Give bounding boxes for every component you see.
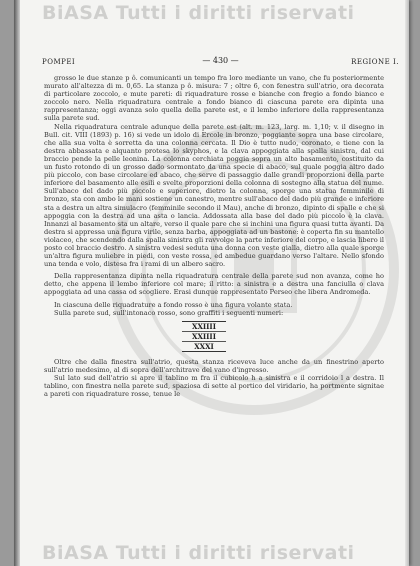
watermark-bottom: BiASA Tutti i diritti riservati [42,542,355,564]
paragraph: Nella riquadratura centrale adunque della parete est (alt. m. 123, larg. m. 1,10; v. il disegno in Bull. cit. VIII (1893) p. 16) si vede un idolo di Ercole in bronzo, poggiante sopra una base circolare, che alla sua volta è sorretta da una colonna cercata. Il Dio è tutto nudo, coronato, e tiene con la destra abbassata e alquanto protesa lo skyphos, e la clava appoggiata alla spalla sinistra, dal cui braccio pende la pelle leonina. La colonna cerchiata poggia sopra un alto basamento, costituito da un fusto rotondo di un grosso dado sormontato da una specie di abaco, sul quale poggia altro dado più piccolo, con base circolare ed abaco, che serve di passaggio dalle grandi proporzioni della parte inferiore del basamento alle esili e svelte proporzioni della colonna di sostegno alla statua del nume. Sull'abaco del dado più piccolo e superiore, dietro la colonna, sporge una statua femminile di bronzo, sta con ambo le mani sostiene un canestro, mentre sull'abaco del dado più grande e inferiore sta a destra un altra simulacro (femminile secondo il Mau), anche di bronzo, dipinto di spalle e che si appoggia con la destra ad una asta o lancia. Addossata alla base del dado più piccolo è la clava. Innanzi al basamento sta un altare, verso il quale pare che si inchini una figura quasi tutta avanti. Da destra si appressa una figura virile, senza barba, appoggiata ad un bastone: è coperta fin su mantello violaceo, che scendendo dalla spalla sinistra gli ravvolge la parte inferiore del corpo, e lascia libero il posto col braccio destro. A sinistra vedesi seduta una donna con veste gialla, dietro alla quale sporge un'altra figura muliebre in piedi, con veste rossa, ed ambedue guardano verso l'altare. Nello sfondo una tenda e volo, distesa fra i rami di un albero sacro. [44,122,384,269]
watermark-top: BiASA Tutti i diritti riservati [42,2,355,24]
binding-gutter [14,0,20,566]
paragraph: grosso le due stanze p ô. comunicanti un tempo fra loro mediante un vano, che fu posteriormente murato all'altezza di m. 0,65. La stanza p ô. misura: 7 ; oltre 6, con fenestra sull'atrio, ora decorata di particolare zoccolo, e mute pareti: di riquadrature rosse e bianche con fregio a fondo bianco e zoccolo nero. Nella riquadratura centrale a fondo bianco di ciascuna parete era dipinta una rappresentanza; oggi avanza solo quella della parete est, e il lembo inferiore della rappresentanza sulla parete sud. [44,74,384,123]
paragraph: Oltre che dalla finestra sull'atrio, questa stanza riceveva luce anche da un finestrino aperto sull'atrio medesimo, al di sopra dell'architrave del vano d'ingresso. [44,357,384,374]
header-right: REGIONE I. [351,58,399,66]
graffiti-number: XXXI [194,341,214,351]
paragraph: In ciascuna delle riquadrature a fondo rosso è una figura volante stata. [54,300,293,309]
graffiti-numbers [182,321,226,352]
paragraph: Sulla parete sud, sull'intonaco rosso, sono graffiti i seguenti numeri: [54,308,284,317]
page-number: — 430 — [202,56,239,65]
page-header [42,56,399,70]
paragraph: Della rappresentanza dipinta nella riquadratura centrale della parete sud non avanza, come ho detto, che appena il lembo inferiore col mare; il ritto: a sinistra e a destra una fanciulla o clava appoggiata ad una cassa od scogliere. Erasi dunque rappresentato Perseo che libera Andromeda. [44,272,384,297]
header-left: POMPEI [42,58,76,66]
document-page [14,0,409,566]
paragraph: Sul lato sud dell'atrio si apre il tablino m fra il cubicolo h a sinistra e il corridoio l a destra. Il tablino, con finestra nella parete sud, spaziosa di sette al portico del viridario, ha portmente signitae a pareti con riquadrature rosse, tenue le [44,373,384,399]
graffiti-number: XXIIII [182,332,226,342]
page-edge [405,0,409,566]
body-text [44,74,384,398]
graffiti-number: XXIIII [182,322,226,332]
